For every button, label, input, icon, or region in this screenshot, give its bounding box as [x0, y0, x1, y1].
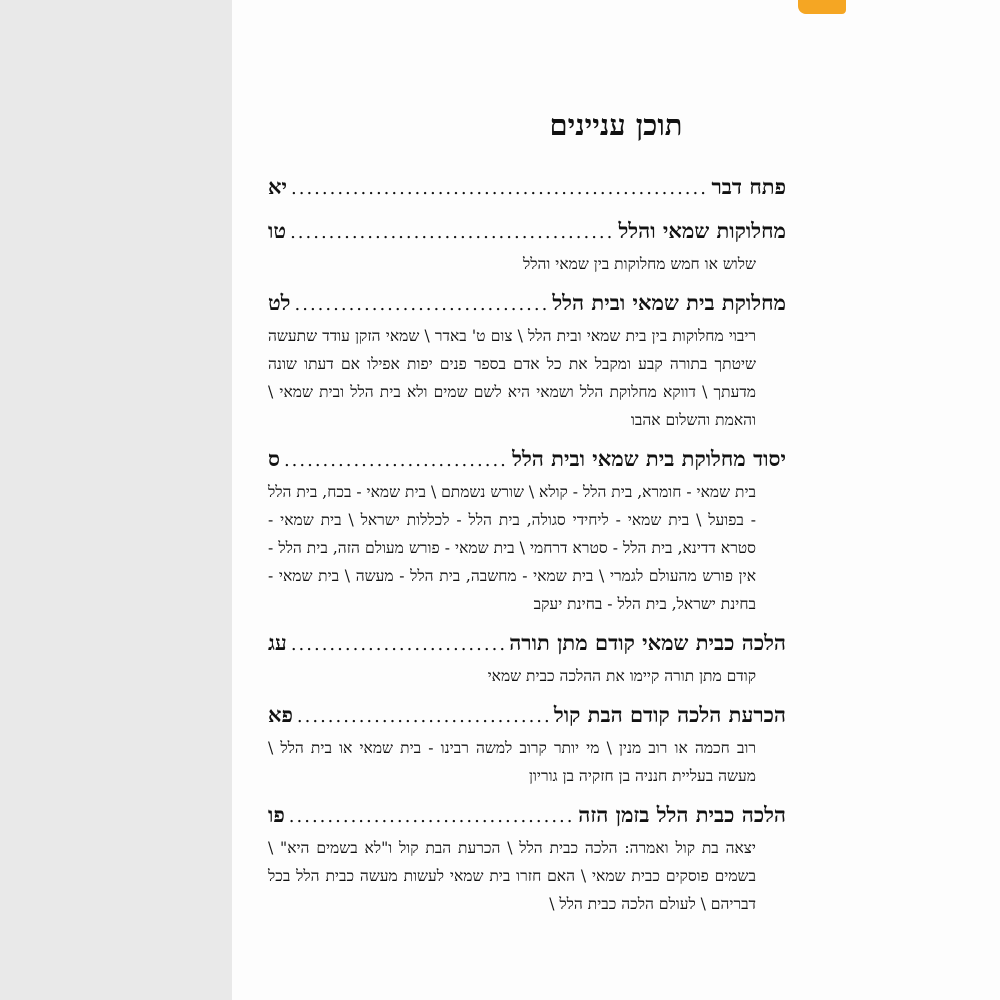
toc-entry [268, 626, 786, 690]
toc-entry-line [268, 798, 786, 834]
toc-entry-description: ריבוי מחלוקות בין בית שמאי ובית הלל \ צום ט' באדר \ שמאי הזקן עודד שתעשה שיטתך בתורה קבע ומקבל את כל אדם בספר פנים יפות אפילו אם דעתו שונה מדעתך \ דווקא מחלוקת הלל ושמאי היא לשם שמים ולא בית הלל ובית שמאי \ והאמת והשלום אהבו [268, 327, 756, 429]
toc-entry-description: יצאה בת קול ואמרה: הלכה כבית הלל \ הכרעת הבת קול ו"לא בשמים היא" \ בשמים פוסקים כבית שמאי \ האם חזרו בית שמאי לעשות מעשה כבית הלל בכל דבריהם \ לעולם הלכה כבית הלל \ [268, 839, 756, 913]
toc-entry [268, 798, 786, 918]
toc-entry-title: הכרעת הלכה קודם הבת קול [553, 702, 786, 727]
toc-entry-title: הלכה כבית הלל בזמן הזה [578, 802, 786, 827]
toc-entry-title: יסוד מחלוקת בית שמאי ובית הלל [512, 446, 786, 471]
table-of-contents [268, 170, 786, 926]
toc-entry-line [268, 214, 786, 250]
dot-leader [290, 216, 614, 250]
toc-entry-description: קודם מתן תורה קיימו את ההלכה כבית שמאי [487, 667, 756, 685]
toc-entry-title: מחלוקות שמאי והלל [618, 218, 786, 243]
dot-leader [291, 172, 707, 206]
page-title: תוכן עניינים [549, 108, 683, 142]
toc-entry-page: לט [268, 290, 291, 315]
toc-entry-page: טו [268, 218, 287, 243]
toc-entry [268, 698, 786, 790]
toc-entry [268, 170, 786, 206]
toc-entry-page: פא [268, 702, 293, 727]
toc-entry-page: פו [268, 802, 285, 827]
toc-entry-title: הלכה כבית שמאי קודם מתן תורה [509, 630, 786, 655]
toc-entry-title: מחלוקת בית שמאי ובית הלל [552, 290, 786, 315]
toc-entry-line [268, 286, 786, 322]
dot-leader [295, 288, 549, 322]
toc-entry-page: ס [268, 446, 280, 471]
toc-entry-line [268, 170, 786, 206]
toc-entry-line [268, 698, 786, 734]
toc-entry-page: יא [268, 174, 287, 199]
toc-entry [268, 214, 786, 278]
page-corner-mark [798, 0, 846, 14]
dot-leader [284, 444, 508, 478]
toc-entry-description: בית שמאי - חומרא, בית הלל - קולא \ שורש נשמתם \ בית שמאי - בכח, בית הלל - בפועל \ בית שמאי - ליחידי סגולה, בית הלל - לכללות ישראל \ בית שמאי - סטרא דדינא, בית הלל - סטרא דרחמי \ בית שמאי - פורש מעולם הזה, בית הלל - אין פורש מהעולם לגמרי \ בית שמאי - מחשבה, בית הלל - מעשה \ בית שמאי - בחינת ישראל, בית הלל - בחינת יעקב [268, 483, 756, 613]
toc-entry-line [268, 626, 786, 662]
dot-leader [289, 800, 575, 834]
background-strip [0, 0, 232, 1000]
dot-leader [291, 628, 505, 662]
toc-entry-description: שלוש או חמש מחלוקות בין שמאי והלל [522, 255, 756, 273]
dot-leader [297, 700, 550, 734]
toc-entry [268, 442, 786, 618]
toc-entry-title: פתח דבר [711, 174, 786, 199]
toc-entry [268, 286, 786, 434]
toc-entry-description: רוב חכמה או רוב מנין \ מי יותר קרוב למשה רבינו - בית שמאי או בית הלל \ מעשה בעליית חנניה בן חזקיה בן גוריון [268, 739, 756, 785]
toc-entry-line [268, 442, 786, 478]
toc-entry-page: עג [268, 630, 287, 655]
